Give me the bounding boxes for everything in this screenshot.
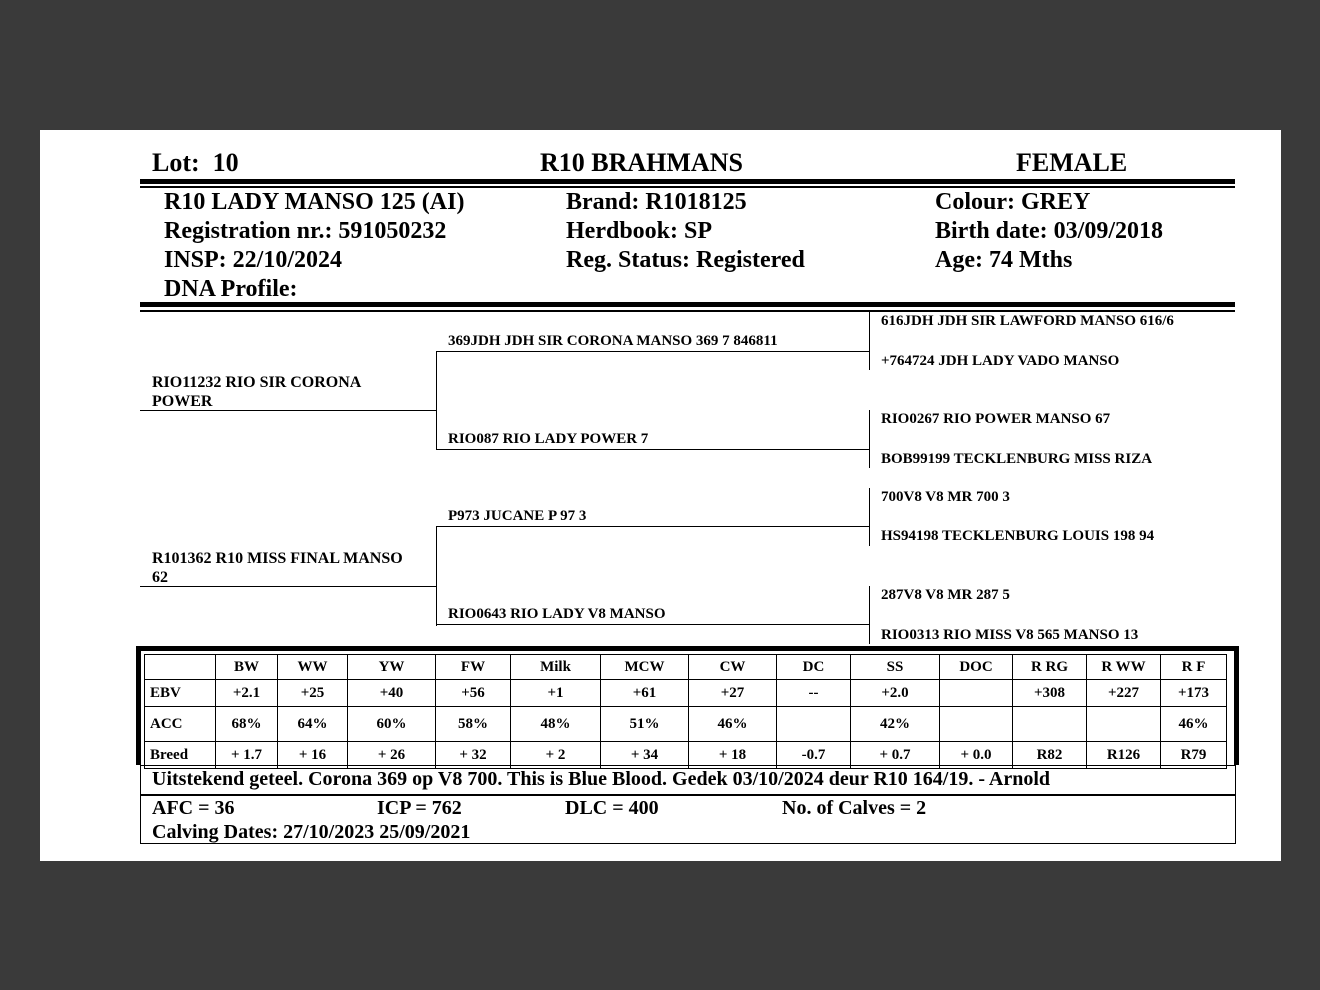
lot-label (152, 148, 239, 178)
table-cell (940, 707, 1013, 742)
table-cell: +173 (1161, 680, 1227, 707)
table-cell: 68% (216, 707, 278, 742)
comment-box (140, 765, 1236, 796)
header-cell: WW (278, 655, 348, 680)
table-cell: 46% (689, 707, 777, 742)
header-cell: R RG (1013, 655, 1087, 680)
table-cell (1087, 707, 1161, 742)
header-cell: Milk (511, 655, 601, 680)
icp: ICP = 762 (377, 797, 462, 819)
breeder-name: R10 BRAHMANS (540, 148, 743, 177)
pedigree-dam (152, 549, 403, 587)
dam-sire-underline (436, 526, 869, 527)
age: Age: 74 Mths (935, 247, 1073, 273)
sire-line-1: RIO11232 RIO SIR CORONA (152, 374, 362, 391)
header-cell: FW (436, 655, 511, 680)
dam-line-2: 62 (152, 569, 168, 586)
table-cell: + 0.0 (940, 742, 1013, 769)
dam-underline (140, 586, 436, 587)
sire-line-2: POWER (152, 393, 213, 410)
stats-left-rule (136, 646, 141, 765)
dlc: DLC = 400 (565, 797, 659, 819)
table-cell: 60% (348, 707, 436, 742)
dam-bracket (436, 527, 437, 626)
table-cell: R126 (1087, 742, 1161, 769)
pedigree-sire-sire: 369JDH JDH SIR CORONA MANSO 369 7 846811 (448, 333, 778, 349)
pedigree-gg-2: +764724 JDH LADY VADO MANSO (881, 353, 1120, 369)
lot-label-text: Lot: (152, 148, 200, 177)
table-cell: + 0.7 (851, 742, 940, 769)
table-cell: +25 (278, 680, 348, 707)
info-rule-thin (140, 310, 1235, 312)
ebv-header-row (145, 655, 1227, 680)
info-rule (140, 302, 1235, 307)
stats-top-rule (136, 646, 1239, 651)
pedigree-gg-8: RIO0313 RIO MISS V8 565 MANSO 13 (881, 627, 1139, 643)
header-cell: R F (1161, 655, 1227, 680)
pedigree-sire (152, 373, 361, 411)
table-cell: + 18 (689, 742, 777, 769)
table-cell (940, 680, 1013, 707)
table-cell: +40 (348, 680, 436, 707)
animal-info-left (164, 188, 464, 304)
stats-right-rule (1234, 646, 1239, 765)
header-cell: CW (689, 655, 777, 680)
header-cell: SS (851, 655, 940, 680)
pedigree-gg-7: 287V8 V8 MR 287 5 (881, 587, 1010, 603)
brand: Brand: R1018125 (566, 189, 747, 215)
pedigree-sire-dam: RIO087 RIO LADY POWER 7 (448, 431, 649, 447)
table-cell (1013, 707, 1087, 742)
table-cell: + 32 (436, 742, 511, 769)
row-label: ACC (145, 707, 216, 742)
comment-text: Uitstekend geteel. Corona 369 op V8 700. This is Blue Blood. Gedek 03/10/2024 deur R10 164/19. - Arnold (152, 768, 1051, 790)
table-cell (777, 707, 851, 742)
lot-number: 10 (212, 148, 239, 177)
pedigree-dam-dam: RIO0643 RIO LADY V8 MANSO (448, 606, 666, 622)
pedigree-gg-4: BOB99199 TECKLENBURG MISS RIZA (881, 451, 1153, 467)
reg-status: Reg. Status: Registered (566, 247, 805, 273)
table-cell: -- (777, 680, 851, 707)
table-cell: + 2 (511, 742, 601, 769)
table-cell: 51% (601, 707, 689, 742)
table-cell: -0.7 (777, 742, 851, 769)
table-cell: + 1.7 (216, 742, 278, 769)
calving-box (140, 794, 1236, 844)
table-cell: +308 (1013, 680, 1087, 707)
ebv-table (144, 654, 1227, 769)
table-cell: + 26 (348, 742, 436, 769)
table-cell: R82 (1013, 742, 1087, 769)
birth-date: Birth date: 03/09/2018 (935, 218, 1163, 244)
table-cell: +27 (689, 680, 777, 707)
table-cell: 58% (436, 707, 511, 742)
animal-name: R10 LADY MANSO 125 (AI) (164, 189, 465, 215)
table-cell: +1 (511, 680, 601, 707)
table-cell: 48% (511, 707, 601, 742)
header-cell: BW (216, 655, 278, 680)
header-cell: YW (348, 655, 436, 680)
header-cell (145, 655, 216, 680)
gg-bracket-3 (869, 488, 870, 546)
table-row (145, 707, 1227, 742)
animal-info-right (935, 188, 1163, 275)
header-cell: MCW (601, 655, 689, 680)
header-cell: DC (777, 655, 851, 680)
sire-bracket (436, 351, 437, 450)
gg-bracket-1 (869, 312, 870, 370)
row-label: EBV (145, 680, 216, 707)
sire-dam-underline (436, 449, 869, 450)
pedigree-dam-sire: P973 JUCANE P 97 3 (448, 508, 587, 524)
table-cell: R79 (1161, 742, 1227, 769)
table-cell: 42% (851, 707, 940, 742)
colour: Colour: GREY (935, 189, 1091, 215)
insp-date: INSP: 22/10/2024 (164, 247, 343, 273)
gg-bracket-2 (869, 410, 870, 468)
dam-line-1: R101362 R10 MISS FINAL MANSO (152, 550, 403, 567)
pedigree-gg-6: HS94198 TECKLENBURG LOUIS 198 94 (881, 528, 1155, 544)
table-row (145, 680, 1227, 707)
header-cell: DOC (940, 655, 1013, 680)
registration-number: Registration nr.: 591050232 (164, 218, 447, 244)
table-cell: +227 (1087, 680, 1161, 707)
table-cell: +56 (436, 680, 511, 707)
pedigree-gg-1: 616JDH JDH SIR LAWFORD MANSO 616/6 (881, 313, 1174, 329)
table-cell: 46% (1161, 707, 1227, 742)
sire-sire-underline (436, 351, 869, 352)
header-rule (140, 179, 1235, 184)
table-cell: 64% (278, 707, 348, 742)
table-cell: + 16 (278, 742, 348, 769)
calves-count: No. of Calves = 2 (782, 797, 927, 819)
animal-info-middle (566, 188, 805, 275)
herdbook: Herdbook: SP (566, 218, 713, 244)
table-cell: +61 (601, 680, 689, 707)
table-cell: + 34 (601, 742, 689, 769)
table-cell: +2.0 (851, 680, 940, 707)
calving-dates: Calving Dates: 27/10/2023 25/09/2021 (152, 821, 471, 843)
pedigree-gg-3: RIO0267 RIO POWER MANSO 67 (881, 411, 1111, 427)
catalogue-page (40, 130, 1281, 861)
dna-profile: DNA Profile: (164, 276, 298, 302)
gg-bracket-4 (869, 586, 870, 644)
sex-label: FEMALE (1016, 148, 1128, 177)
dam-dam-underline (436, 624, 869, 625)
afc: AFC = 36 (152, 797, 235, 819)
row-label: Breed (145, 742, 216, 769)
table-cell: +2.1 (216, 680, 278, 707)
sire-underline (140, 410, 436, 411)
pedigree-gg-5: 700V8 V8 MR 700 3 (881, 489, 1010, 505)
header-cell: R WW (1087, 655, 1161, 680)
